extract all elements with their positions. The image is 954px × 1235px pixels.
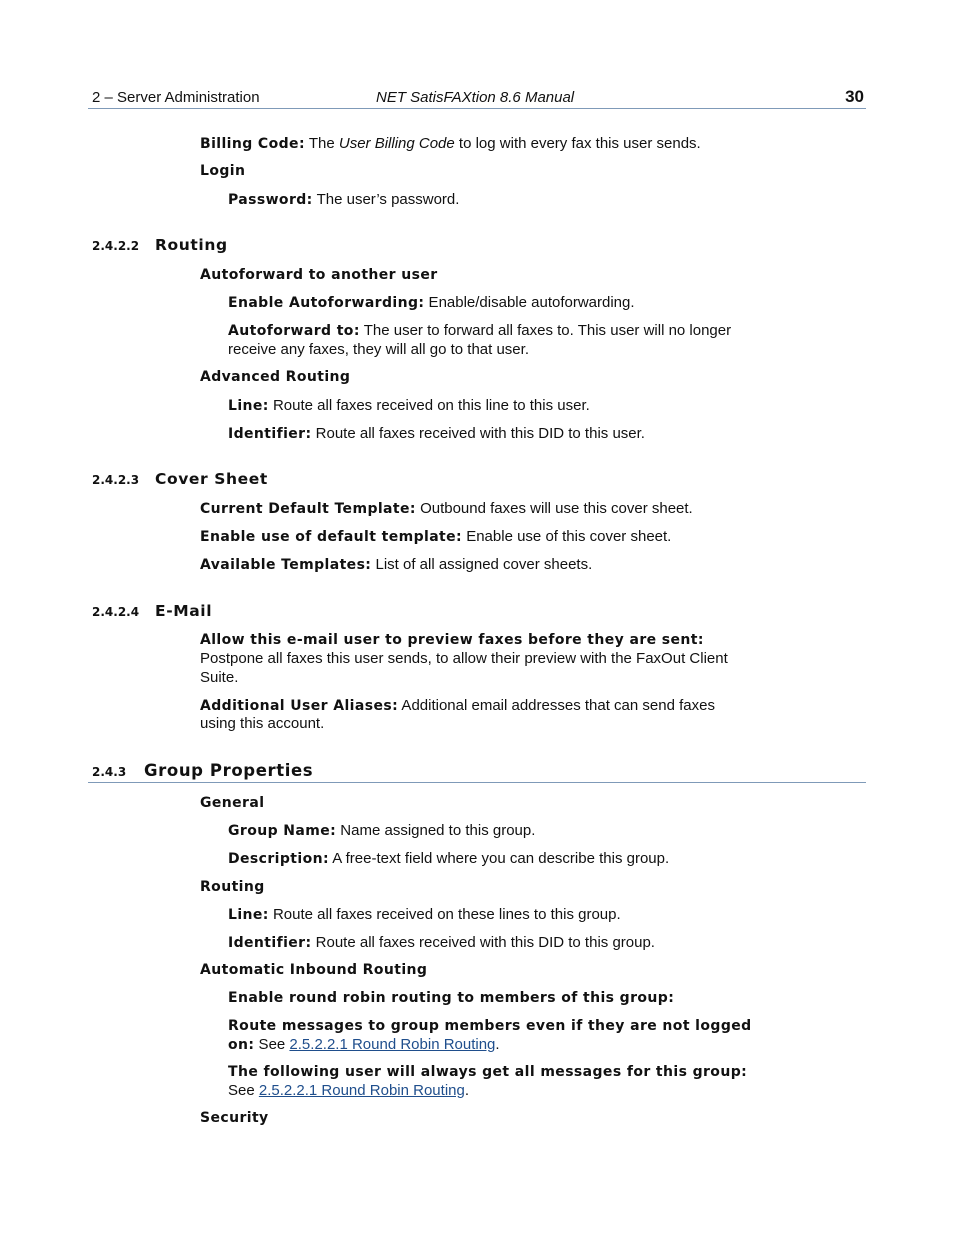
route-messages-item: on: See 2.5.2.2.1 Round Robin Routing. (228, 1036, 500, 1053)
document-title: NET SatisFAXtion 8.6 Manual (376, 89, 575, 106)
round-robin-routing-link[interactable]: 2.5.2.2.1 Round Robin Routing (289, 1036, 496, 1053)
advanced-routing-heading: Advanced Routing (200, 369, 351, 385)
user-aliases-item: Additional User Aliases: Additional email addresses that can send faxes (200, 697, 715, 714)
security-heading: Security (200, 1110, 269, 1126)
page-header (88, 88, 866, 109)
enable-autoforwarding-item: Enable Autoforwarding: Enable/disable autoforwarding. (228, 294, 635, 311)
section-number-routing: 2.4.2.2 (92, 239, 140, 253)
group-routing-heading: Routing (200, 879, 265, 895)
autoforward-to-item: Autoforward to: The user to forward all faxes to. This user will no longer (228, 322, 732, 339)
section-title-cover: Cover Sheet (155, 470, 268, 488)
section-title-routing: Routing (155, 236, 228, 254)
round-robin-routing-link-2[interactable]: 2.5.2.2.1 Round Robin Routing (258, 1082, 465, 1099)
group-identifier-item: Identifier: Route all faxes received with this DID to this group. (228, 934, 655, 951)
autoforward-to-item-cont: receive any faxes, they will all go to that user. (228, 341, 529, 358)
current-template-item: Current Default Template: Outbound faxes will use this cover sheet. (200, 500, 693, 517)
section-title-email: E-Mail (155, 602, 213, 620)
automatic-inbound-routing-heading: Automatic Inbound Routing (200, 962, 428, 978)
section-number-cover: 2.4.2.3 (92, 473, 140, 487)
always-get-messages-label: The following user will always get all messages for this group: (228, 1064, 748, 1080)
group-description-item: Description: A free-text field where you can describe this group. (228, 850, 670, 867)
password-label: Password: (228, 192, 313, 208)
password-item: Password: The user’s password. (228, 191, 460, 208)
preview-faxes-text-cont: Suite. (200, 669, 239, 686)
round-robin-label: Enable round robin routing to members of this group: (228, 990, 675, 1006)
preview-faxes-text: Postpone all faxes this user sends, to allow their preview with the FaxOut Client (200, 650, 728, 667)
autoforward-heading: Autoforward to another user (200, 267, 438, 283)
line-item: Line: Route all faxes received on this line to this user. (228, 397, 590, 414)
billing-code-item: Billing Code: The User Billing Code to log with every fax this user sends. (200, 135, 701, 152)
section-number-group: 2.4.3 (92, 765, 127, 779)
enable-default-template-item: Enable use of default template: Enable use of this cover sheet. (200, 528, 672, 545)
section-number-email: 2.4.2.4 (92, 605, 140, 619)
billing-code-label: Billing Code: (200, 136, 305, 152)
section-title-group: Group Properties (144, 761, 314, 780)
section-divider (88, 782, 866, 783)
group-line-item: Line: Route all faxes received on these lines to this group. (228, 906, 621, 923)
always-get-messages-item: See 2.5.2.2.1 Round Robin Routing. (228, 1082, 470, 1099)
chapter-title: 2 – Server Administration (92, 89, 260, 106)
preview-faxes-label: Allow this e-mail user to preview faxes before they are sent: (200, 632, 704, 648)
available-templates-item: Available Templates: List of all assigned cover sheets. (200, 556, 593, 573)
page-number: 30 (845, 87, 864, 106)
general-heading: General (200, 795, 265, 811)
user-aliases-item-cont: using this account. (200, 715, 325, 732)
identifier-item: Identifier: Route all faxes received with this DID to this user. (228, 425, 645, 442)
group-name-item: Group Name: Name assigned to this group. (228, 822, 536, 839)
login-heading: Login (200, 163, 246, 179)
route-messages-label: Route messages to group members even if they are not logged (228, 1018, 752, 1034)
